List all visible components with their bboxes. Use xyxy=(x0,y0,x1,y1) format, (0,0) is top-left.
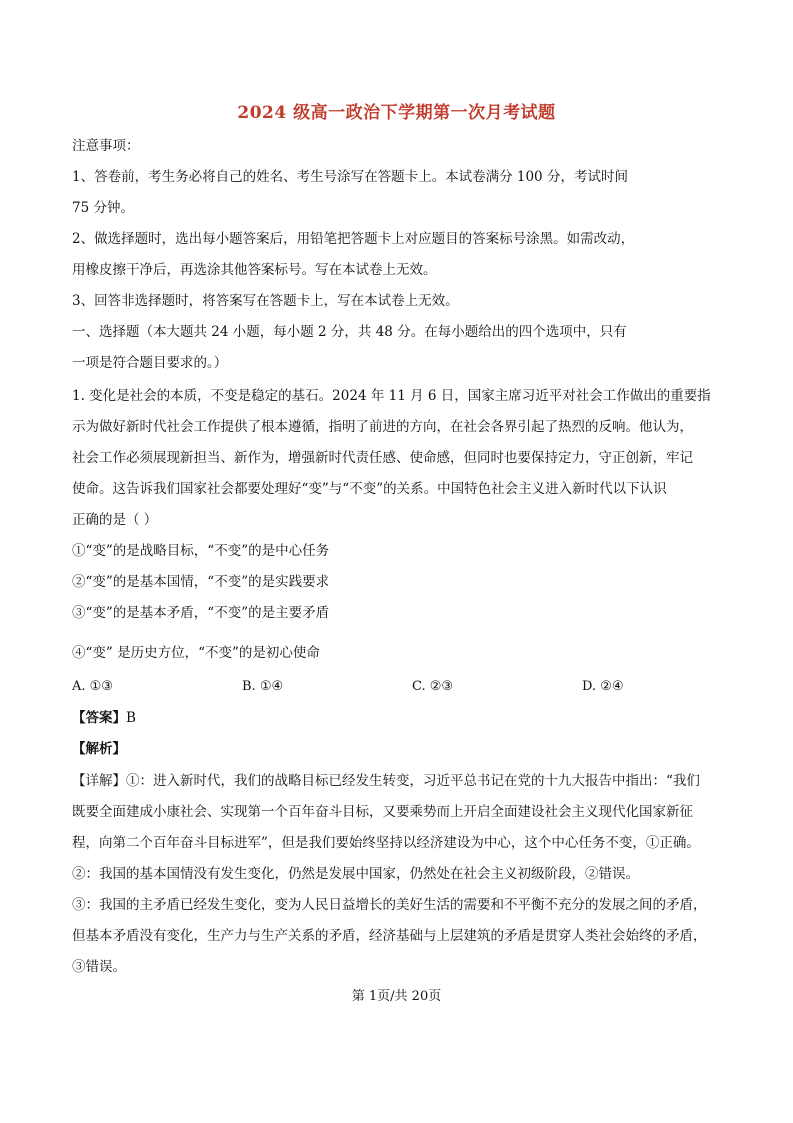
section-heading-line-1: 一、选择题（本大题共 24 小题，每小题 2 分，共 48 分。在每小题给出的四个选项中，只有 xyxy=(72,324,627,340)
question-line: 示为做好新时代社会工作提供了根本遵循，指明了前进的方向，在社会各界引起了热烈的反响。他认为， xyxy=(72,419,693,435)
answer-value: B xyxy=(126,710,136,726)
question-line: 正确的是（ ） xyxy=(72,512,158,528)
detail-line: 【详解】①：进入新时代，我们的战略目标已经发生转变，习近平总书记在党的十九大报告中指出：“我们 xyxy=(72,773,700,789)
notice-line-3: 3、回答非选择题时，将答案写在答题卡上，写在本试卷上无效。 xyxy=(72,293,459,309)
option-a: A. ①③ xyxy=(72,679,113,694)
question-line: 1. 变化是社会的本质，不变是稳定的基石。2024 年 11 月 6 日，国家主席习近平对社会工作做出的重要指 xyxy=(72,388,711,404)
notice-line-1a: 1、答卷前，考生务必将自己的姓名、考生号涂写在答题卡上。本试卷满分 100 分，考试时间 xyxy=(72,169,628,185)
detail-line: ②：我国的基本国情没有发生变化，仍然是发展中国家，仍然处在社会主义初级阶段，②错误。 xyxy=(72,866,639,882)
notice-line-2b: 用橡皮擦干净后，再选涂其他答案标号。写在本试卷上无效。 xyxy=(72,262,437,278)
option-b: B. ①④ xyxy=(242,679,284,694)
page-footer: 第 1页/共 20页 xyxy=(351,989,442,1004)
detail-line: 程，向第二个百年奋斗目标进军”，但是我们要始终坚持以经济建设为中心，这个中心任务不变，①正确。 xyxy=(72,835,700,851)
answer-label: 【答案】 xyxy=(72,710,126,726)
statement: ④“变” 是历史方位，“不变”的是初心使命 xyxy=(72,645,320,661)
detail-line: ③错误。 xyxy=(72,959,126,975)
detail-line: ③：我国的主矛盾已经发生变化，变为人民日益增长的美好生活的需要和不平衡不充分的发展之间的矛盾， xyxy=(72,897,707,913)
option-d: D. ②④ xyxy=(582,679,624,694)
question-line: 社会工作必须展现新担当、新作为，增强新时代责任感、使命感，但同时也要保持定力，守正创新，牢记 xyxy=(72,450,693,466)
detail-line: 既要全面建成小康社会、实现第一个百年奋斗目标，又要乘势而上开启全面建设社会主义现代化国家新征 xyxy=(72,804,693,820)
statement: ①“变”的是战略目标，“不变”的是中心任务 xyxy=(72,543,330,559)
statement: ②“变”的是基本国情，“不变”的是实践要求 xyxy=(72,574,330,590)
detail-line: 但基本矛盾没有变化，生产力与生产关系的矛盾，经济基础与上层建筑的矛盾是贯穿人类社会始终的矛盾， xyxy=(72,928,707,944)
section-heading-line-2: 一项是符合题目要求的。） xyxy=(72,355,228,371)
option-c: C. ②③ xyxy=(412,679,454,694)
statement: ③“变”的是基本矛盾，“不变”的是主要矛盾 xyxy=(72,605,330,621)
analysis-label: 【解析】 xyxy=(72,741,126,757)
notice-line-1b: 75 分钟。 xyxy=(72,200,134,216)
answer-line xyxy=(72,709,136,727)
question-line: 使命。这告诉我们国家社会都要处理好“变”与“不变”的关系。中国特色社会主义进入新时代以下认识 xyxy=(72,481,667,497)
exam-title: 2024 级高一政治下学期第一次月考试题 xyxy=(237,103,556,123)
notice-heading: 注意事项： xyxy=(72,138,140,154)
notice-line-2a: 2、做选择题时，选出每小题答案后，用铅笔把答题卡上对应题目的答案标号涂黑。如需改动， xyxy=(72,231,635,247)
